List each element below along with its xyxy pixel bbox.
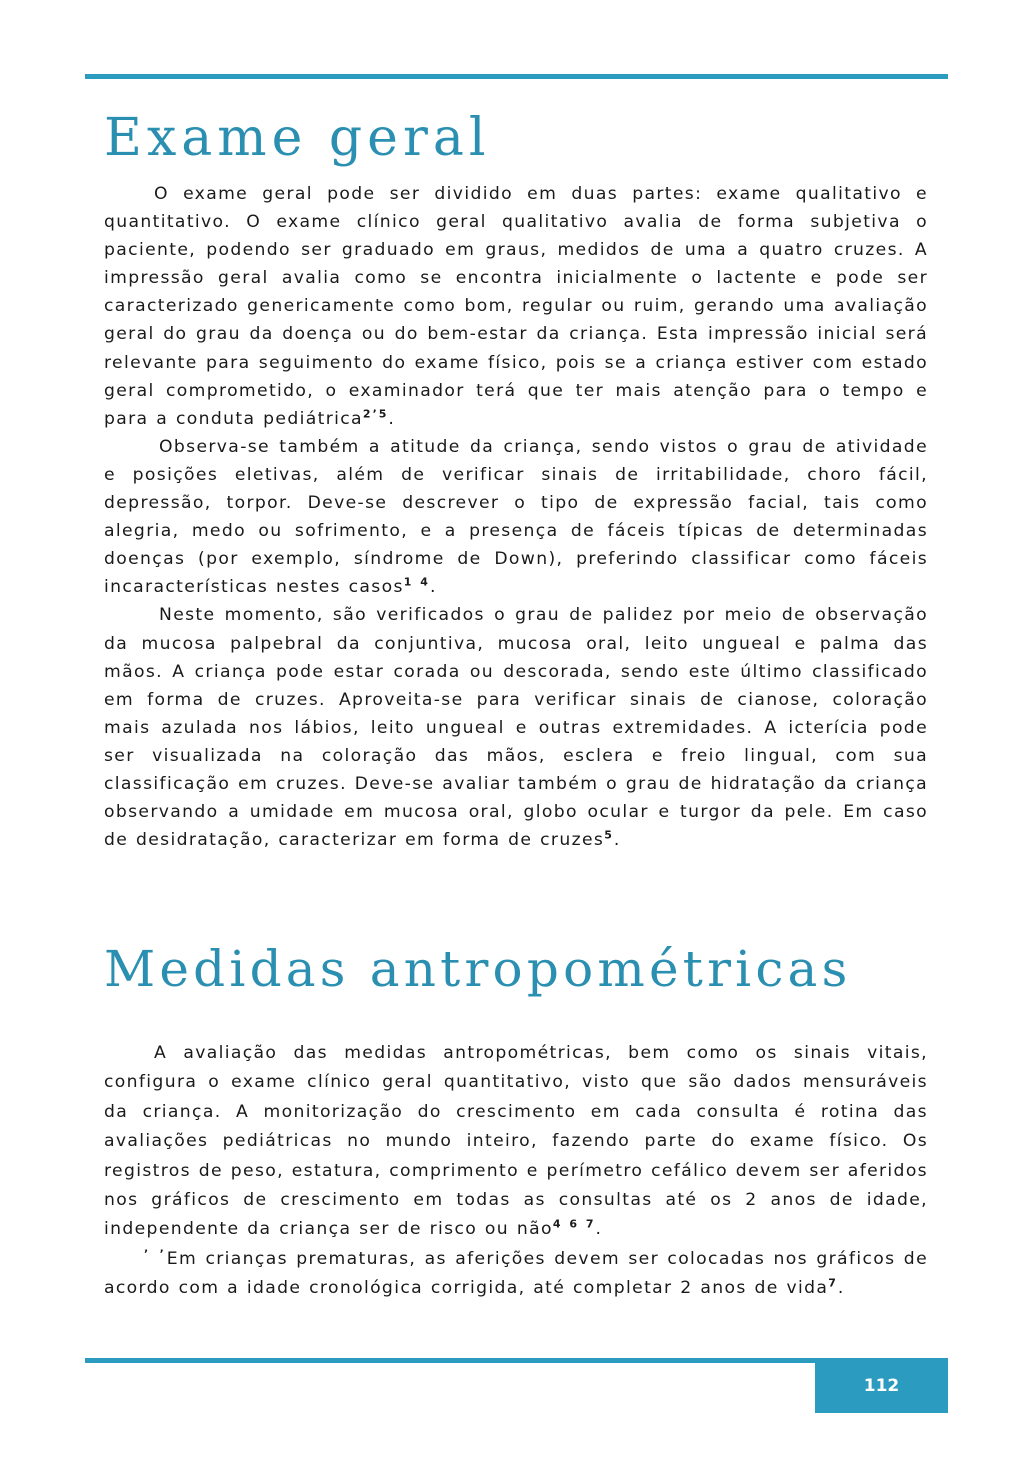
paragraph-text: Em crianças prematuras, as aferições devem ser colocadas nos gráficos de acordo com a idade cronológica corrigida, até completar 2 anos de vida <box>104 1248 928 1299</box>
paragraph-text: Observa-se também a atitude da criança, sendo vistos o grau de atividade e posições eletivas, além de verificar sinais de irritabilidade, choro fácil, depressão, torpor. Deve-se descrever o tipo de expressão facial, tais como alegria, medo ou sofrimento, e a presença de fáceis típicas de determinadas doenças (por exemplo, síndrome de Down), preferindo classificar como fáceis incaracterísticas nestes casos <box>104 436 928 598</box>
stray-marks: ’ ’ <box>144 1247 167 1261</box>
paragraph-end: . <box>388 408 396 429</box>
reference-superscript: 2’5 <box>362 407 389 421</box>
paragraph <box>104 1039 928 1245</box>
paragraph-end: . <box>613 830 621 851</box>
paragraph <box>104 180 928 433</box>
bottom-rule <box>85 1358 817 1363</box>
paragraph-end: . <box>837 1278 845 1299</box>
reference-superscript: 5 <box>604 828 614 842</box>
paragraph <box>104 601 928 854</box>
paragraph-end: . <box>429 577 437 598</box>
reference-superscript: 7 <box>828 1276 838 1290</box>
page-number: 112 <box>863 1375 900 1396</box>
paragraph-end: . <box>595 1219 603 1240</box>
paragraph-text: A avaliação das medidas antropométricas, bem como os sinais vitais, configura o exame clínico geral quantitativo, visto que são dados mensuráveis da criança. A monitorização do crescimento em cada consulta é rotina das avaliações pediátricas no mundo inteiro, fazendo parte do exame físico. Os registros de peso, estatura, comprimento e perímetro cefálico devem ser aferidos nos gráficos de crescimento em todas as consultas até os 2 anos de idade, independente da criança ser de risco ou não <box>104 1043 928 1240</box>
page-number-badge <box>815 1358 948 1413</box>
paragraph <box>104 433 928 602</box>
section-heading-medidas-antropometricas: Medidas antropométricas <box>104 940 852 998</box>
paragraph <box>104 1245 928 1304</box>
section-body-exame-geral <box>104 180 928 854</box>
paragraph-text: Neste momento, são verificados o grau de palidez por meio de observação da mucosa palpebral da conjuntiva, mucosa oral, leito ungueal e palma das mãos. A criança pode estar corada ou descorada, sendo este último classificado em forma de cruzes. Aproveita-se para verificar sinais de cianose, coloração mais azulada nos lábios, leito ungueal e outras extremidades. A icterícia pode ser visualizada na coloração das mãos, esclera e freio lingual, com sua classificação em cruzes. Deve-se avaliar também o grau de hidratação da criança observando a umidade em mucosa oral, globo ocular e turgor da pele. Em caso de desidratação, caracterizar em forma de cruzes <box>104 605 928 851</box>
section-heading-exame-geral: Exame geral <box>104 108 491 168</box>
section-body-medidas-antropometricas <box>104 1039 928 1304</box>
paragraph-text: O exame geral pode ser dividido em duas partes: exame qualitativo e quantitativo. O exame clínico geral qualitativo avalia de forma subjetiva o paciente, podendo ser graduado em graus, medidos de uma a quatro cruzes. A impressão geral avalia como se encontra inicialmente o lactente e pode ser caracterizado genericamente como bom, regular ou ruim, gerando uma avaliação geral do grau da doença ou do bem-estar da criança. Esta impressão inicial será relevante para seguimento do exame físico, pois se a criança estiver com estado geral comprometido, o examinador terá que ter mais atenção para o tempo e para a conduta pediátrica <box>104 184 928 429</box>
reference-superscript: 4 6 7 <box>552 1217 596 1231</box>
reference-superscript: 1 4 <box>403 575 430 589</box>
top-rule <box>85 74 948 79</box>
